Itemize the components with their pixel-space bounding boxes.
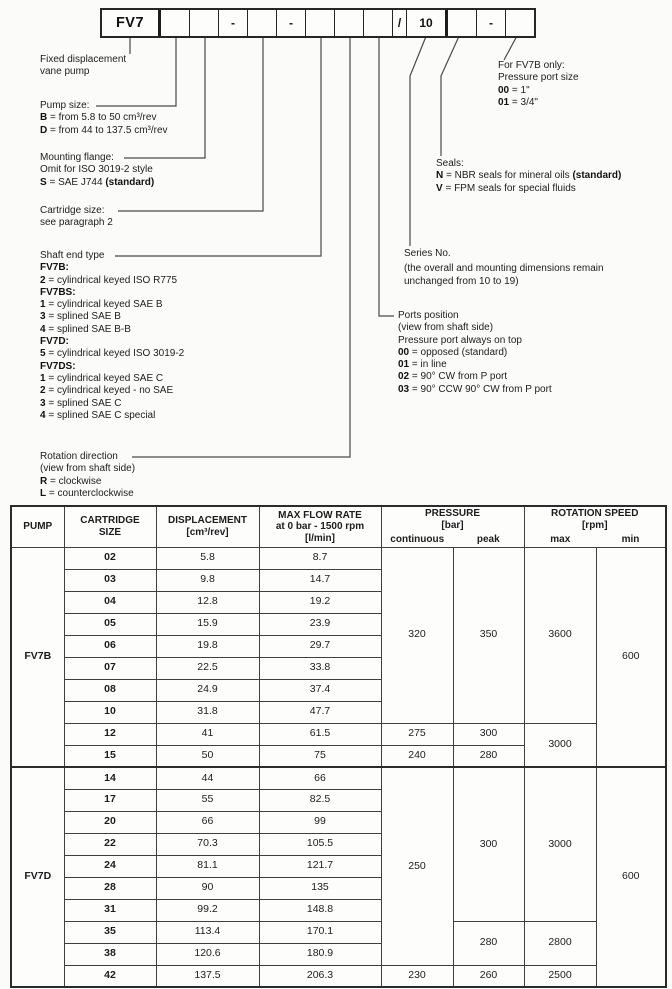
code-cell-dash3: - — [476, 10, 505, 36]
table-row: 03 9.8 14.7 — [11, 569, 666, 591]
label-mounting-flange: Mounting flange: Omit for ISO 3019-2 style S = SAE J744 (standard) — [40, 152, 155, 188]
label-fixed-displacement: Fixed displacement vane pump — [40, 54, 127, 78]
code-cell-pump-size — [158, 10, 189, 36]
code-cell-dash1: - — [218, 10, 247, 36]
code-cell-dash2: - — [276, 10, 305, 36]
code-cell-cartridge — [247, 10, 276, 36]
col-pressure: PRESSURE [bar] — [381, 506, 524, 532]
col-pump: PUMP — [11, 506, 64, 547]
table-row: 06 19.8 29.7 — [11, 635, 666, 657]
label-series-no: Series No. (the overall and mounting dimensions remain unchanged from 10 to 19) — [404, 248, 604, 287]
code-cell-flange — [189, 10, 218, 36]
table-row: 28 90 135 — [11, 877, 666, 899]
code-cell-model: FV7 — [115, 15, 145, 31]
col-pressure-peak: peak — [453, 532, 524, 547]
col-speed-min: min — [596, 532, 666, 547]
table-row: 24 81.1 121.7 — [11, 855, 666, 877]
code-cell-slash: / — [392, 10, 406, 36]
col-speed-max: max — [524, 532, 596, 547]
table-row: FV7B 02 5.8 8.7 320 350 3600 600 — [11, 547, 666, 569]
table-row: 07 22.5 33.8 — [11, 657, 666, 679]
col-pressure-continuous: continuous — [381, 532, 453, 547]
pump-fv7d: FV7D — [11, 767, 64, 987]
col-rotation-speed: ROTATION SPEED [rpm] — [524, 506, 666, 532]
table-row: 35 113.4 170.1 280 2800 — [11, 921, 666, 943]
label-rotation-direction: Rotation direction (view from shaft side) R = clockwise L = counterclockwise — [40, 451, 136, 499]
table-row: 05 15.9 23.9 — [11, 613, 666, 635]
col-cartridge-size: CARTRIDGE SIZE — [64, 506, 156, 547]
label-pressure-port-size: For FV7B only: Pressure port size 00 = 1" 01 = 3/4" — [498, 60, 579, 108]
table-row: 12 41 61.5 275 300 3000 — [11, 723, 666, 745]
table-row: 17 55 82.5 — [11, 789, 666, 811]
label-cartridge-size: Cartridge size: see paragraph 2 — [40, 205, 113, 229]
table-row: 10 31.8 47.7 — [11, 701, 666, 723]
label-pump-size: Pump size: B = from 5.8 to 50 cm³/rev D = from 44 to 137.5 cm³/rev — [40, 100, 168, 136]
table-row: 04 12.8 19.2 — [11, 591, 666, 613]
code-cell-rotation — [334, 10, 363, 36]
label-ports-position: Ports position (view from shaft side) Pressure port always on top 00 = opposed (standard) 01 = in line 02 = 90° CW from P port 03 = 90° CCW 90° CW from P port — [398, 310, 552, 395]
col-max-flow-rate: MAX FLOW RATE at 0 bar - 1500 rpm [l/min] — [259, 506, 381, 547]
label-seals: Seals: N = NBR seals for mineral oils (standard) V = FPM seals for special fluids — [436, 158, 622, 194]
table-row: 20 66 99 — [11, 811, 666, 833]
specs-table-header — [11, 506, 666, 547]
code-cell-port-size — [505, 10, 534, 36]
table-row: 38 120.6 180.9 — [11, 943, 666, 965]
table-row: FV7D 14 44 66 250 300 3000 600 — [11, 767, 666, 789]
specs-table — [10, 505, 667, 988]
code-cell-series: 10 — [406, 10, 445, 36]
model-code-boxes — [100, 8, 536, 38]
table-row: 42 137.5 206.3 230 260 2500 — [11, 965, 666, 987]
table-row: 08 24.9 37.4 — [11, 679, 666, 701]
label-shaft-end-type: Shaft end type FV7B: 2 = cylindrical keyed ISO R775 FV7BS: 1 = cylindrical keyed SAE B 3 = splined SAE B 4 = splined SAE B-B FV7D: 5 = cylindrical keyed ISO 3019-2 FV7DS: 1 = cylindrical keyed SAE C 2 = cylindrical keyed - no SAE 3 = splined SAE C 4 = splined SAE C special — [40, 250, 185, 421]
col-displacement: DISPLACEMENT [cm³/rev] — [156, 506, 259, 547]
code-cell-shaft — [305, 10, 334, 36]
table-row: 22 70.3 105.5 — [11, 833, 666, 855]
table-row: 31 99.2 148.8 — [11, 899, 666, 921]
code-cell-ports — [363, 10, 392, 36]
pump-fv7b: FV7B — [11, 547, 64, 767]
table-row: 15 50 75 240 280 — [11, 745, 666, 767]
code-cell-seals — [445, 10, 476, 36]
